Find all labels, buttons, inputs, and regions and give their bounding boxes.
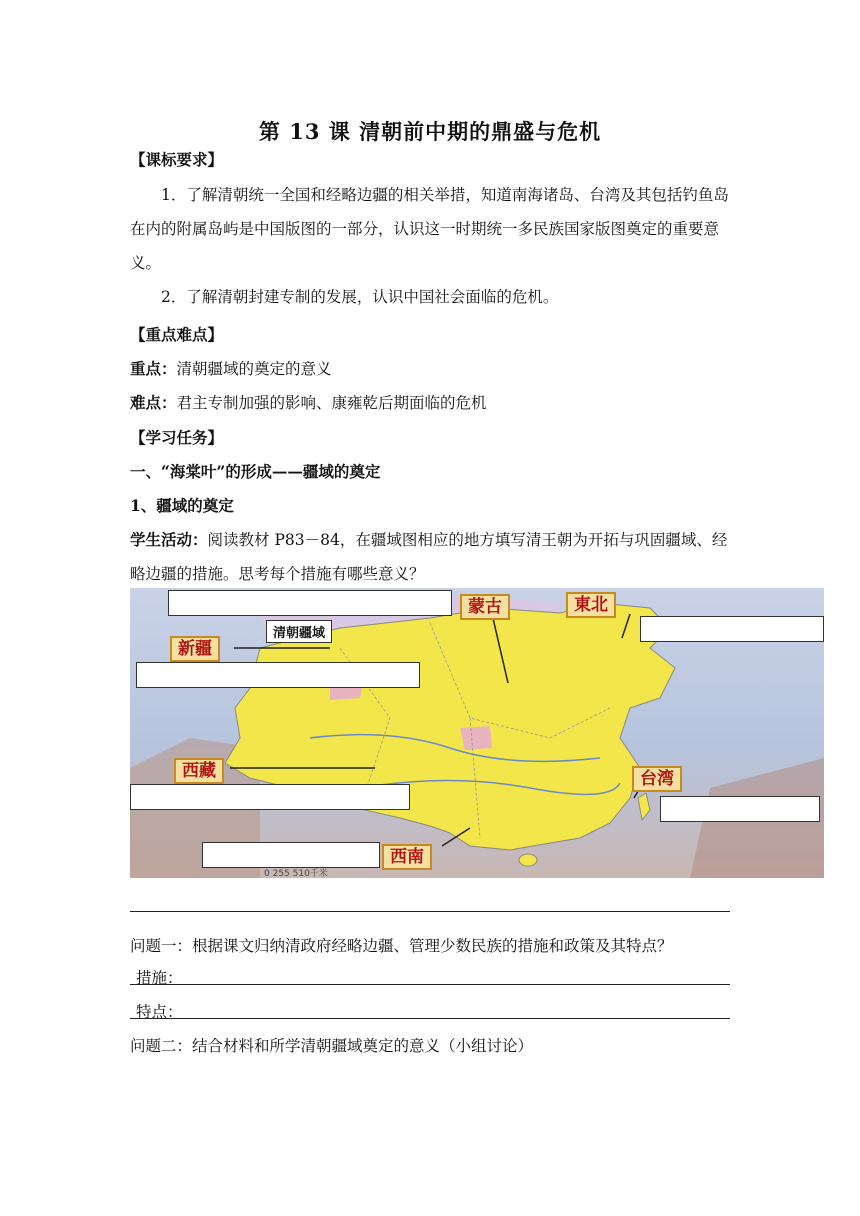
measures-label: 措施： — [136, 969, 183, 987]
label-southwest: 西南 — [382, 844, 432, 870]
label-mongolia: 蒙古 — [460, 594, 510, 620]
map-inner-title: 清朝疆域 — [266, 620, 332, 643]
key-point-text: 清朝疆域的奠定的意义 — [176, 360, 332, 378]
label-northeast: 東北 — [566, 592, 616, 618]
tasks-heading: 【学习任务】 — [130, 428, 224, 447]
activity-label: 学生活动： — [130, 530, 208, 549]
key-point-line — [130, 357, 730, 381]
answer-box-taiwan[interactable] — [660, 796, 820, 822]
answer-rule-1 — [130, 911, 730, 912]
answer-box-tibet[interactable] — [130, 784, 410, 810]
question-one: 问题一：根据课文归纳清政府经略边疆、管理少数民族的措施和政策及其特点？ — [130, 937, 673, 955]
part-one-heading: 一、“海棠叶”的形成——疆域的奠定 — [130, 462, 381, 481]
sub-one-heading: 1、疆域的奠定 — [130, 496, 234, 515]
answer-box-northeast[interactable] — [640, 616, 824, 642]
activity-text: 阅读教材 P83－84，在疆域图相应的地方填写清王朝为开拓与巩固疆域、经略边疆的措施。思考每个措施有哪些意义？ — [130, 531, 728, 583]
curriculum-item-2: 2．了解清朝封建专制的发展，认识中国社会面临的危机。 — [161, 288, 559, 306]
key-point-label: 重点： — [130, 359, 177, 378]
keypoints-heading: 【重点难点】 — [130, 325, 224, 344]
difficult-point-text: 君主专制加强的影响、康雍乾后期面临的危机 — [176, 394, 487, 412]
label-xinjiang: 新疆 — [170, 636, 220, 662]
lesson-title: 第 13 课 清朝前中期的鼎盛与危机 — [258, 119, 602, 144]
student-activity — [130, 523, 730, 591]
curriculum-heading: 【课标要求】 — [130, 150, 224, 169]
map-scale: 0 255 510千米 — [264, 869, 328, 878]
question-two: 问题二：结合材料和所学清朝疆域奠定的意义（小组讨论） — [130, 1037, 534, 1055]
features-label: 特点： — [136, 1003, 183, 1021]
difficult-point-label: 难点： — [130, 393, 177, 412]
label-tibet: 西藏 — [174, 758, 224, 784]
features-answer-line[interactable] — [130, 1018, 730, 1019]
difficult-point-line — [130, 391, 730, 415]
label-taiwan: 台湾 — [632, 766, 682, 792]
answer-box-southwest[interactable] — [202, 842, 380, 868]
answer-box-xinjiang[interactable] — [136, 662, 420, 688]
answer-box-mongolia[interactable] — [168, 590, 452, 616]
curriculum-item-1: 1．了解清朝统一全国和经略边疆的相关举措，知道南海诸岛、台湾及其包括钓鱼岛在内的附属岛屿是中国版图的一部分，认识这一时期统一多民族国家版图奠定的重要意义。 — [130, 186, 729, 272]
measures-answer-line[interactable] — [130, 984, 730, 985]
qing-territory-map — [130, 588, 824, 878]
